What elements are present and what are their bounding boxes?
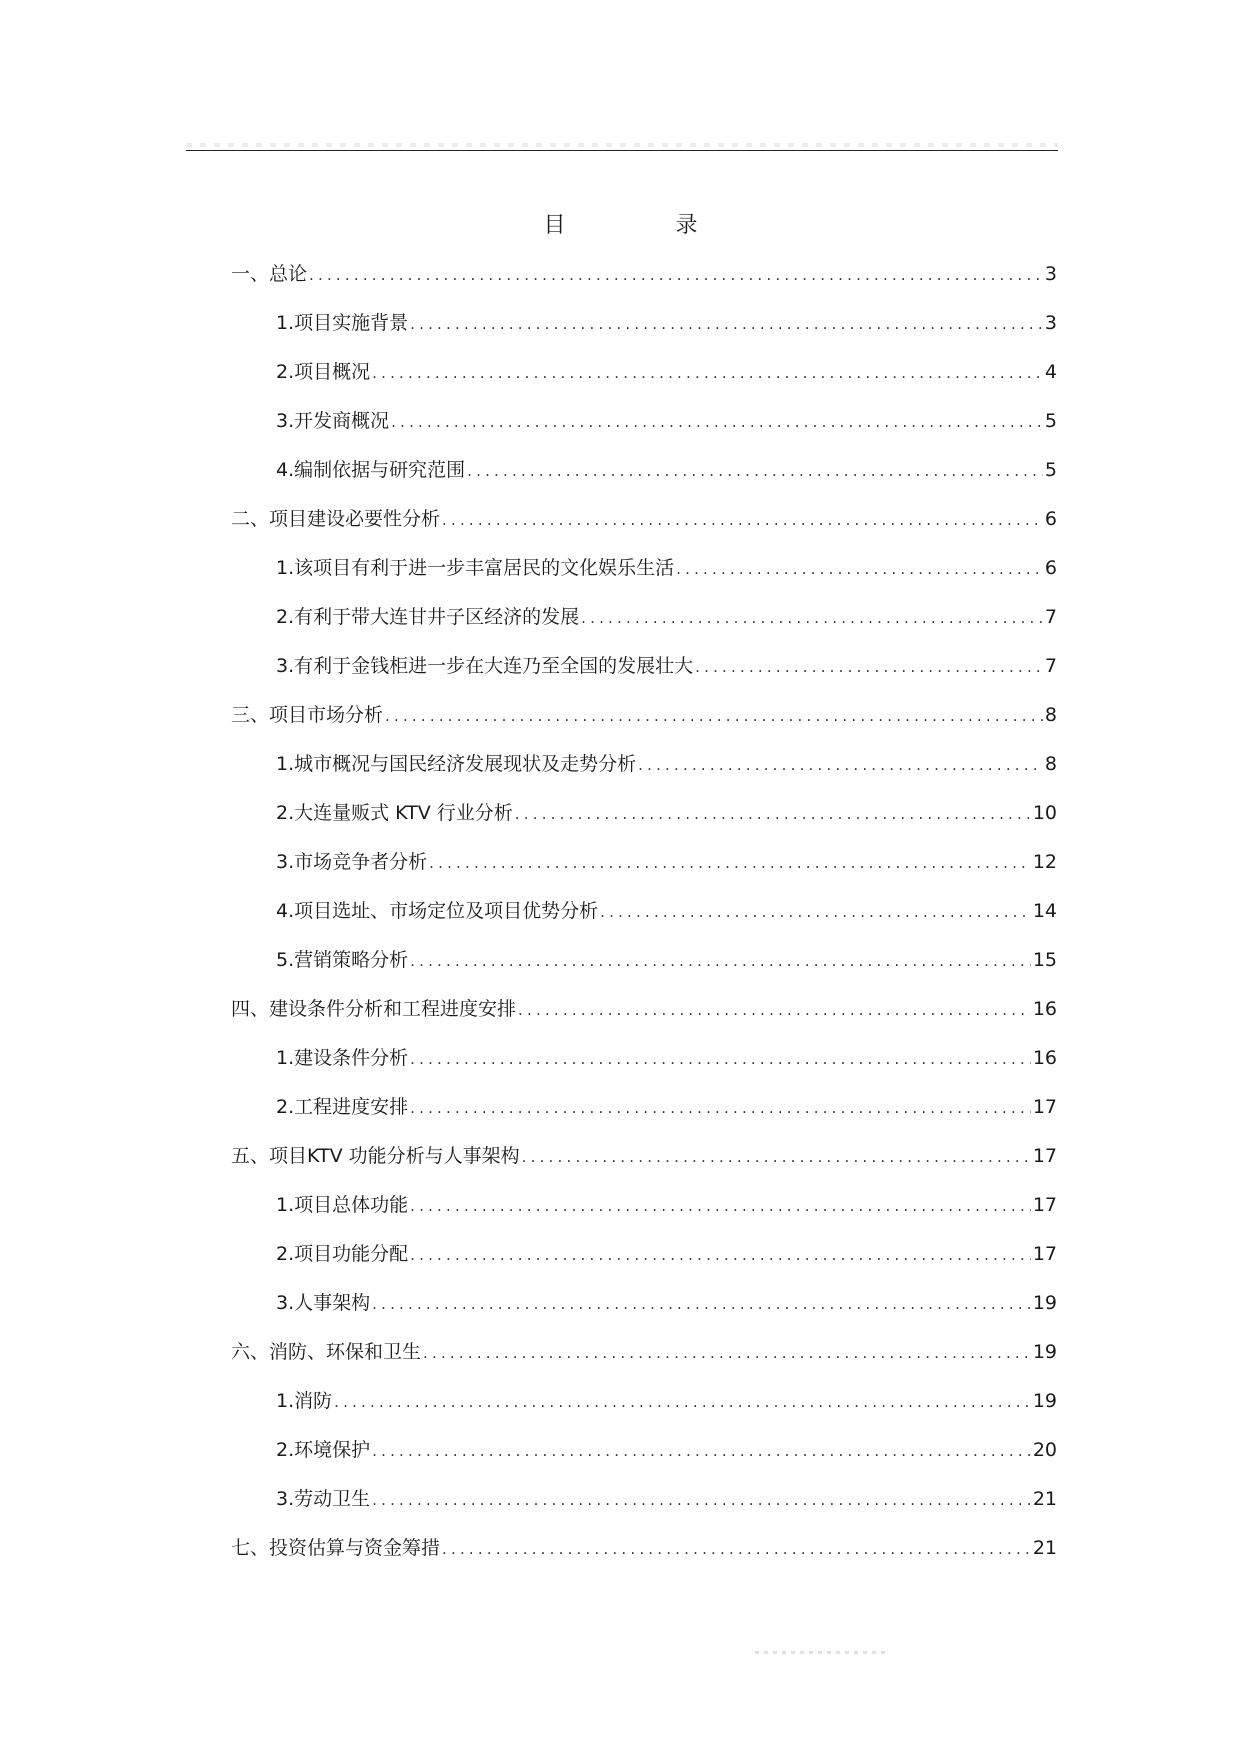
- toc-page-number: 16: [1032, 998, 1057, 1020]
- toc-entry-label: 4.编制依据与研究范围: [276, 459, 466, 481]
- toc-entry-label: 3.劳动卫生: [276, 1488, 371, 1510]
- toc-dot-leader: [410, 1099, 1031, 1117]
- toc-section-entry[interactable]: [231, 700, 1057, 749]
- toc-page-number: 17: [1032, 1096, 1057, 1118]
- toc-section-entry[interactable]: [231, 1533, 1057, 1582]
- toc-entry-label: 一、总论: [231, 263, 308, 285]
- toc-page-number: 4: [1044, 361, 1057, 383]
- toc-page-number: 5: [1044, 459, 1057, 481]
- toc-page-number: 7: [1044, 606, 1057, 628]
- toc-dot-leader: [372, 1442, 1031, 1460]
- toc-dot-leader: [372, 1491, 1031, 1509]
- toc-entry-label: 1.城市概况与国民经济发展现状及走势分析: [276, 753, 637, 775]
- toc-section-entry[interactable]: [231, 994, 1057, 1043]
- toc-entry-label: 3.开发商概况: [276, 410, 390, 432]
- toc-subsection-entry[interactable]: [231, 1092, 1057, 1141]
- footer-faint-text: [755, 1651, 885, 1654]
- toc-subsection-entry[interactable]: [231, 1386, 1057, 1435]
- toc-entry-label: 2.工程进度安排: [276, 1096, 409, 1118]
- toc-entry-label: 3.人事架构: [276, 1292, 371, 1314]
- title-char-2: 录: [675, 213, 698, 238]
- toc-subsection-entry[interactable]: [231, 1484, 1057, 1533]
- toc-entry-label: 1.项目总体功能: [276, 1194, 409, 1216]
- toc-subsection-entry[interactable]: [231, 602, 1057, 651]
- toc-page-number: 15: [1032, 949, 1057, 971]
- toc-entry-label: 五、项目KTV 功能分析与人事架构: [231, 1145, 520, 1167]
- toc-dot-leader: [410, 1246, 1031, 1264]
- toc-dot-leader: [581, 609, 1043, 627]
- toc-subsection-entry[interactable]: [231, 651, 1057, 700]
- toc-entry-label: 七、投资估算与资金筹措: [231, 1537, 441, 1559]
- toc-dot-leader: [442, 1540, 1031, 1558]
- toc-dot-leader: [410, 315, 1043, 333]
- header-rule: [186, 150, 1058, 151]
- toc-page-number: 8: [1044, 704, 1057, 726]
- toc-page-number: 19: [1032, 1341, 1057, 1363]
- toc-subsection-entry[interactable]: [231, 1435, 1057, 1484]
- table-of-contents: [231, 259, 1057, 1582]
- toc-subsection-entry[interactable]: [231, 308, 1057, 357]
- toc-entry-label: 3.市场竞争者分析: [276, 851, 428, 873]
- toc-entry-label: 四、建设条件分析和工程进度安排: [231, 998, 517, 1020]
- toc-page-number: 12: [1032, 851, 1057, 873]
- header-faint-text: [186, 143, 1058, 147]
- toc-page-number: 17: [1032, 1243, 1057, 1265]
- toc-subsection-entry[interactable]: [231, 1190, 1057, 1239]
- toc-entry-label: 3.有利于金钱柜进一步在大连乃至全国的发展壮大: [276, 655, 694, 677]
- toc-page-number: 17: [1032, 1145, 1057, 1167]
- toc-page-number: 8: [1044, 753, 1057, 775]
- toc-subsection-entry[interactable]: [231, 847, 1057, 896]
- toc-subsection-entry[interactable]: [231, 406, 1057, 455]
- toc-section-entry[interactable]: [231, 259, 1057, 308]
- toc-dot-leader: [410, 1050, 1031, 1068]
- toc-dot-leader: [334, 1393, 1031, 1411]
- toc-dot-leader: [442, 511, 1043, 529]
- toc-page-number: 14: [1032, 900, 1057, 922]
- toc-dot-leader: [423, 1344, 1031, 1362]
- toc-page-number: 21: [1032, 1537, 1057, 1559]
- toc-dot-leader: [676, 560, 1043, 578]
- toc-entry-label: 六、消防、环保和卫生: [231, 1341, 422, 1363]
- toc-entry-label: 1.该项目有利于进一步丰富居民的文化娱乐生活: [276, 557, 675, 579]
- toc-dot-leader: [467, 462, 1043, 480]
- toc-subsection-entry[interactable]: [231, 553, 1057, 602]
- toc-page-number: 16: [1032, 1047, 1057, 1069]
- toc-page-number: 3: [1044, 312, 1057, 334]
- toc-subsection-entry[interactable]: [231, 896, 1057, 945]
- toc-dot-leader: [695, 658, 1043, 676]
- toc-dot-leader: [391, 413, 1043, 431]
- toc-dot-leader: [372, 1295, 1031, 1313]
- toc-subsection-entry[interactable]: [231, 357, 1057, 406]
- toc-dot-leader: [429, 854, 1031, 872]
- toc-entry-label: 1.项目实施背景: [276, 312, 409, 334]
- toc-subsection-entry[interactable]: [231, 1288, 1057, 1337]
- toc-page-number: 17: [1032, 1194, 1057, 1216]
- toc-subsection-entry[interactable]: [231, 798, 1057, 847]
- toc-section-entry[interactable]: [231, 1141, 1057, 1190]
- page-title: [0, 208, 1241, 239]
- toc-entry-label: 2.项目概况: [276, 361, 371, 383]
- toc-page-number: 10: [1032, 802, 1057, 824]
- toc-dot-leader: [309, 266, 1043, 284]
- toc-subsection-entry[interactable]: [231, 1239, 1057, 1288]
- toc-page-number: 5: [1044, 410, 1057, 432]
- toc-page-number: 19: [1032, 1292, 1057, 1314]
- toc-page-number: 7: [1044, 655, 1057, 677]
- toc-entry-label: 5.营销策略分析: [276, 949, 409, 971]
- toc-subsection-entry[interactable]: [231, 749, 1057, 798]
- toc-subsection-entry[interactable]: [231, 455, 1057, 504]
- toc-page-number: 20: [1032, 1439, 1057, 1461]
- toc-page-number: 19: [1032, 1390, 1057, 1412]
- toc-entry-label: 2.大连量贩式 KTV 行业分析: [276, 802, 513, 824]
- toc-dot-leader: [410, 1197, 1031, 1215]
- toc-dot-leader: [385, 707, 1043, 725]
- toc-section-entry[interactable]: [231, 504, 1057, 553]
- toc-dot-leader: [372, 364, 1043, 382]
- toc-page-number: 6: [1044, 508, 1057, 530]
- toc-section-entry[interactable]: [231, 1337, 1057, 1386]
- toc-entry-label: 二、项目建设必要性分析: [231, 508, 441, 530]
- toc-dot-leader: [522, 1148, 1031, 1166]
- toc-dot-leader: [518, 1001, 1031, 1019]
- toc-entry-label: 1.建设条件分析: [276, 1047, 409, 1069]
- toc-page-number: 21: [1032, 1488, 1057, 1510]
- toc-entry-label: 2.有利于带大连甘井子区经济的发展: [276, 606, 580, 628]
- title-char-1: 目: [543, 213, 566, 238]
- toc-dot-leader: [638, 756, 1043, 774]
- toc-dot-leader: [600, 903, 1031, 921]
- toc-subsection-entry[interactable]: [231, 945, 1057, 994]
- toc-entry-label: 2.环境保护: [276, 1439, 371, 1461]
- toc-subsection-entry[interactable]: [231, 1043, 1057, 1092]
- toc-page-number: 6: [1044, 557, 1057, 579]
- toc-entry-label: 1.消防: [276, 1390, 333, 1412]
- toc-entry-label: 2.项目功能分配: [276, 1243, 409, 1265]
- toc-dot-leader: [515, 805, 1031, 823]
- toc-entry-label: 4.项目选址、市场定位及项目优势分析: [276, 900, 599, 922]
- toc-page-number: 3: [1044, 263, 1057, 285]
- toc-dot-leader: [410, 952, 1031, 970]
- toc-entry-label: 三、项目市场分析: [231, 704, 384, 726]
